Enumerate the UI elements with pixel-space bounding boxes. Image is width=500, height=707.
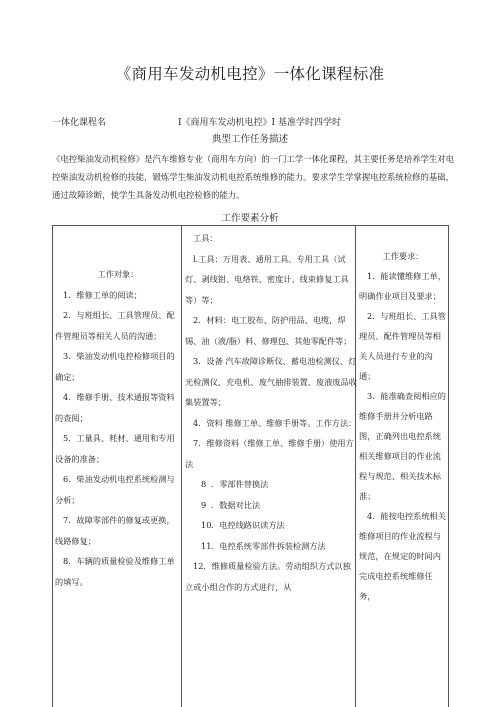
section-heading-elements: 工作要素分析 xyxy=(221,213,279,224)
item-number: 10 xyxy=(201,520,212,530)
item-text: ．电控系统零部件拆装检测方法 xyxy=(211,540,326,551)
work-object-column xyxy=(55,264,181,592)
cell-text xyxy=(185,474,357,495)
cell-text xyxy=(185,495,357,516)
cell-text: 3．设备 汽车故障诊断仪、蓄电池检测仪、灯光检测仪、充电机、废气抽排装置、废液废品收集装置等； xyxy=(185,356,357,407)
section-heading-task: 典型工作任务描述 xyxy=(211,134,288,145)
column-divider xyxy=(181,226,182,707)
cell-text: 4．能按电控系统相关维修项目的作业流程与规范，在规定的时间内完成电控系统维修任务， xyxy=(359,511,446,601)
item-number: 11 xyxy=(201,540,212,551)
cell-text: 7．维修资料（维修工单、维修手册）使用方法 xyxy=(185,438,354,469)
cell-text: 工具： xyxy=(193,233,218,243)
cell-text: 工作对象： xyxy=(97,269,139,279)
cell-text xyxy=(185,536,357,557)
cell-text: 5．工量具、耗材、通用和专用设备的准备； xyxy=(55,433,175,464)
work-requirements-column xyxy=(359,246,447,606)
cell-text: 3．能准确查阅相应的维修手册并分析电路图，正确列出电控系统相关维修项目的作业流程与规范、相关技术标准； xyxy=(359,391,446,501)
tools-methods-column xyxy=(185,228,357,597)
cell-text: 工作要求： xyxy=(382,251,424,261)
cell-text: 2．材料：电工胶布、防护用品、电缆，焊锡、油（液/脂）料、修理包、其他零配件等； xyxy=(185,315,352,346)
cell-text: 12．维修质量检验方法。劳动组织方式以独立或小组合作的方式进行，从 xyxy=(185,561,351,592)
cell-text: 4．资料 维修工单、维修手册等。工作方法： xyxy=(193,417,357,428)
elements-table xyxy=(52,225,449,707)
cell-text xyxy=(185,515,357,536)
document-title: 《商用车发动机电控》一体化课程标准 xyxy=(115,65,385,83)
cell-text: 7．故障零部件的修复或更换，线路修复； xyxy=(55,515,175,546)
cell-text: 1．能读懂维修工单，明确作业项目及要求； xyxy=(359,271,446,301)
cell-text: 2．与班组长、工具管理员、配件管理员等相关人员进行专业的沟通； xyxy=(359,311,446,381)
cell-text: 4．维修手册、技术通报等资料的查阅； xyxy=(55,392,175,423)
item-text: ．零部件替换法 xyxy=(211,479,269,489)
item-text: ．数据对比法 xyxy=(211,499,261,510)
item-number: 8 xyxy=(201,479,207,489)
course-name-label: 一体化课程名 xyxy=(52,118,107,128)
item-text: ．电控线路识读方法 xyxy=(211,520,285,530)
cell-text: 1．维修工单的阅读； xyxy=(63,289,142,300)
course-name-value: I《商用车发动机电控》I 基准学时四学时 xyxy=(178,118,341,128)
cell-text: 6．柴油发动机电控系统检测与分析； xyxy=(55,474,175,505)
cell-text: 8．车辆的质量检验及维修工单的填写。 xyxy=(55,556,175,587)
item-number: 9 xyxy=(201,499,207,510)
cell-text: 3．柴油发动机电控检修项目的确定； xyxy=(55,351,175,382)
task-description: 《电控柴油发动机检修》是汽车维修专业（商用车方向）的一门工学一体化课程，其主要任务是培养学生对电控柴油发动机检修的技能，锻炼学生柴油发动机电控系统维修的能力。要求学生学掌握电控系统检修的基础，通过故障诊断，使学生具备发动机电控检修的能力。 xyxy=(52,154,454,200)
cell-text: 2．与班组长、工具管理员、配件管理员等相关人员的沟通； xyxy=(55,310,175,341)
cell-text: l.工具：万用表、通用工具、专用工具（试灯、剥线钳、电烙铁、密度计、线束修复工具等）等； xyxy=(185,253,349,305)
